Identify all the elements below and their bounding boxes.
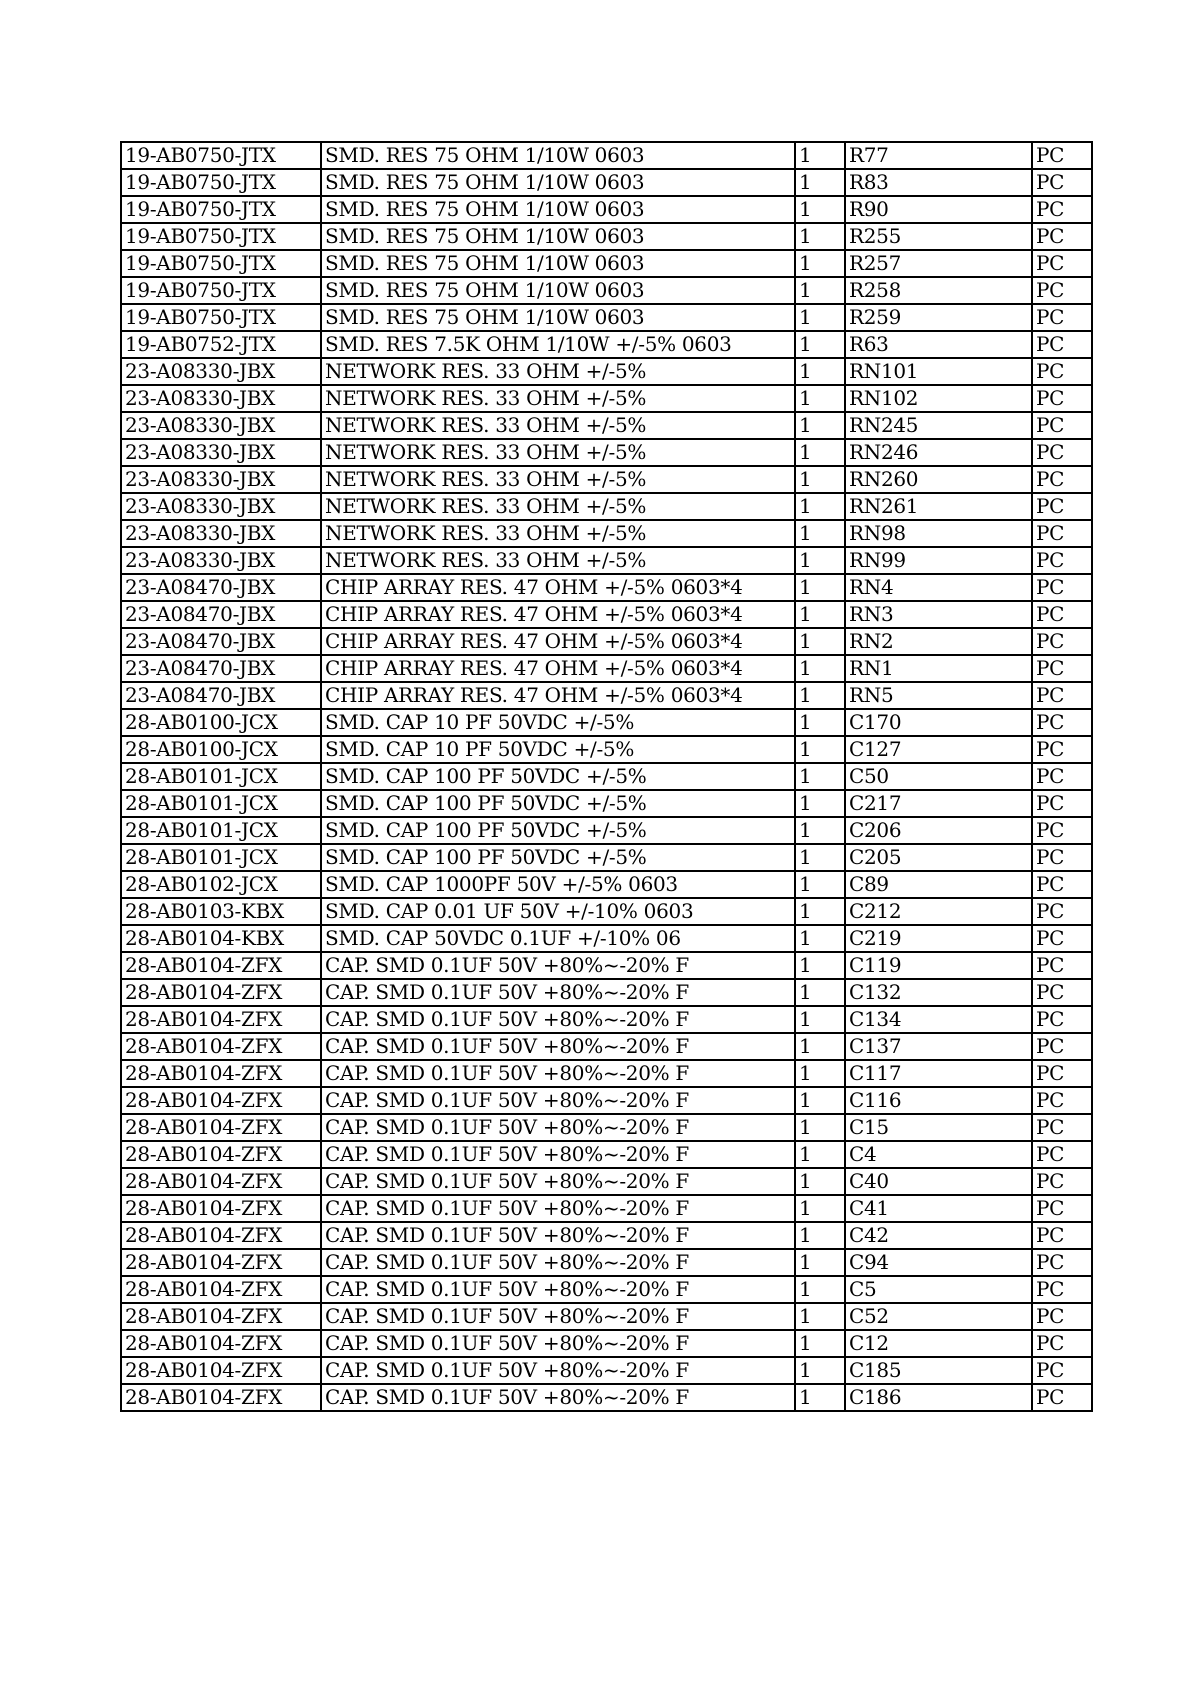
unit-cell: PC — [1032, 250, 1092, 277]
part-number-cell: 23-A08330-JBX — [121, 466, 321, 493]
quantity-cell: 1 — [795, 655, 845, 682]
table-row — [121, 871, 1092, 898]
quantity-cell: 1 — [795, 277, 845, 304]
reference-cell: C206 — [845, 817, 1032, 844]
table-row — [121, 1384, 1092, 1411]
part-number-cell: 28-AB0104-ZFX — [121, 1033, 321, 1060]
quantity-cell: 1 — [795, 844, 845, 871]
table-row — [121, 412, 1092, 439]
reference-cell: C170 — [845, 709, 1032, 736]
description-cell: NETWORK RES. 33 OHM +/-5% — [321, 385, 795, 412]
part-number-cell: 28-AB0103-KBX — [121, 898, 321, 925]
reference-cell: RN101 — [845, 358, 1032, 385]
unit-cell: PC — [1032, 655, 1092, 682]
table-row — [121, 844, 1092, 871]
unit-cell: PC — [1032, 358, 1092, 385]
unit-cell: PC — [1032, 1141, 1092, 1168]
unit-cell: PC — [1032, 196, 1092, 223]
quantity-cell: 1 — [795, 547, 845, 574]
description-cell: CAP. SMD 0.1UF 50V +80%~-20% F — [321, 1006, 795, 1033]
part-number-cell: 28-AB0101-JCX — [121, 790, 321, 817]
part-number-cell: 19-AB0752-JTX — [121, 331, 321, 358]
quantity-cell: 1 — [795, 358, 845, 385]
quantity-cell: 1 — [795, 412, 845, 439]
part-number-cell: 28-AB0104-ZFX — [121, 1195, 321, 1222]
part-number-cell: 23-A08470-JBX — [121, 628, 321, 655]
quantity-cell: 1 — [795, 223, 845, 250]
reference-cell: C116 — [845, 1087, 1032, 1114]
reference-cell: RN4 — [845, 574, 1032, 601]
table-row — [121, 709, 1092, 736]
unit-cell: PC — [1032, 628, 1092, 655]
reference-cell: C134 — [845, 1006, 1032, 1033]
reference-cell: RN245 — [845, 412, 1032, 439]
quantity-cell: 1 — [795, 898, 845, 925]
table-row — [121, 385, 1092, 412]
reference-cell: R259 — [845, 304, 1032, 331]
description-cell: SMD. RES 75 OHM 1/10W 0603 — [321, 304, 795, 331]
table-row — [121, 952, 1092, 979]
unit-cell: PC — [1032, 169, 1092, 196]
quantity-cell: 1 — [795, 925, 845, 952]
part-number-cell: 23-A08330-JBX — [121, 439, 321, 466]
table-row — [121, 817, 1092, 844]
quantity-cell: 1 — [795, 1195, 845, 1222]
unit-cell: PC — [1032, 439, 1092, 466]
reference-cell: C205 — [845, 844, 1032, 871]
reference-cell: R83 — [845, 169, 1032, 196]
part-number-cell: 23-A08470-JBX — [121, 601, 321, 628]
part-number-cell: 28-AB0100-JCX — [121, 709, 321, 736]
table-row — [121, 493, 1092, 520]
description-cell: SMD. CAP 10 PF 50VDC +/-5% — [321, 736, 795, 763]
unit-cell: PC — [1032, 817, 1092, 844]
unit-cell: PC — [1032, 1384, 1092, 1411]
description-cell: CAP. SMD 0.1UF 50V +80%~-20% F — [321, 1330, 795, 1357]
quantity-cell: 1 — [795, 601, 845, 628]
reference-cell: C117 — [845, 1060, 1032, 1087]
reference-cell: RN98 — [845, 520, 1032, 547]
reference-cell: C119 — [845, 952, 1032, 979]
part-number-cell: 28-AB0104-ZFX — [121, 1060, 321, 1087]
table-row — [121, 925, 1092, 952]
description-cell: CAP. SMD 0.1UF 50V +80%~-20% F — [321, 1141, 795, 1168]
table-row — [121, 1006, 1092, 1033]
part-number-cell: 28-AB0104-ZFX — [121, 1168, 321, 1195]
quantity-cell: 1 — [795, 628, 845, 655]
table-row — [121, 1249, 1092, 1276]
reference-cell: C42 — [845, 1222, 1032, 1249]
description-cell: NETWORK RES. 33 OHM +/-5% — [321, 520, 795, 547]
description-cell: NETWORK RES. 33 OHM +/-5% — [321, 439, 795, 466]
quantity-cell: 1 — [795, 196, 845, 223]
unit-cell: PC — [1032, 1006, 1092, 1033]
unit-cell: PC — [1032, 1060, 1092, 1087]
quantity-cell: 1 — [795, 574, 845, 601]
part-number-cell: 28-AB0104-ZFX — [121, 952, 321, 979]
part-number-cell: 28-AB0104-ZFX — [121, 1222, 321, 1249]
table-row — [121, 142, 1092, 169]
description-cell: CAP. SMD 0.1UF 50V +80%~-20% F — [321, 1060, 795, 1087]
quantity-cell: 1 — [795, 682, 845, 709]
table-row — [121, 763, 1092, 790]
description-cell: CAP. SMD 0.1UF 50V +80%~-20% F — [321, 1195, 795, 1222]
reference-cell: RN3 — [845, 601, 1032, 628]
part-number-cell: 28-AB0104-ZFX — [121, 1357, 321, 1384]
description-cell: CHIP ARRAY RES. 47 OHM +/-5% 0603*4 — [321, 655, 795, 682]
description-cell: SMD. CAP 0.01 UF 50V +/-10% 0603 — [321, 898, 795, 925]
unit-cell: PC — [1032, 142, 1092, 169]
unit-cell: PC — [1032, 844, 1092, 871]
quantity-cell: 1 — [795, 520, 845, 547]
table-row — [121, 601, 1092, 628]
table-row — [121, 169, 1092, 196]
table-row — [121, 1060, 1092, 1087]
part-number-cell: 19-AB0750-JTX — [121, 250, 321, 277]
reference-cell: R257 — [845, 250, 1032, 277]
quantity-cell: 1 — [795, 1276, 845, 1303]
part-number-cell: 23-A08330-JBX — [121, 493, 321, 520]
table-row — [121, 1033, 1092, 1060]
unit-cell: PC — [1032, 979, 1092, 1006]
unit-cell: PC — [1032, 1222, 1092, 1249]
unit-cell: PC — [1032, 709, 1092, 736]
part-number-cell: 28-AB0101-JCX — [121, 763, 321, 790]
description-cell: CAP. SMD 0.1UF 50V +80%~-20% F — [321, 1357, 795, 1384]
part-number-cell: 28-AB0104-ZFX — [121, 1303, 321, 1330]
description-cell: SMD. RES 75 OHM 1/10W 0603 — [321, 169, 795, 196]
quantity-cell: 1 — [795, 304, 845, 331]
part-number-cell: 23-A08470-JBX — [121, 682, 321, 709]
description-cell: SMD. CAP 1000PF 50V +/-5% 0603 — [321, 871, 795, 898]
table-row — [121, 250, 1092, 277]
table-row — [121, 898, 1092, 925]
description-cell: CAP. SMD 0.1UF 50V +80%~-20% F — [321, 1276, 795, 1303]
reference-cell: R77 — [845, 142, 1032, 169]
quantity-cell: 1 — [795, 1141, 845, 1168]
part-number-cell: 28-AB0104-ZFX — [121, 1384, 321, 1411]
description-cell: SMD. CAP 100 PF 50VDC +/-5% — [321, 817, 795, 844]
part-number-cell: 28-AB0104-ZFX — [121, 1330, 321, 1357]
part-number-cell: 28-AB0104-ZFX — [121, 1276, 321, 1303]
unit-cell: PC — [1032, 1168, 1092, 1195]
table-row — [121, 1195, 1092, 1222]
quantity-cell: 1 — [795, 1060, 845, 1087]
description-cell: CAP. SMD 0.1UF 50V +80%~-20% F — [321, 1114, 795, 1141]
reference-cell: RN260 — [845, 466, 1032, 493]
table-row — [121, 979, 1092, 1006]
quantity-cell: 1 — [795, 817, 845, 844]
description-cell: NETWORK RES. 33 OHM +/-5% — [321, 466, 795, 493]
part-number-cell: 28-AB0100-JCX — [121, 736, 321, 763]
table-row — [121, 1276, 1092, 1303]
table-row — [121, 1222, 1092, 1249]
description-cell: CAP. SMD 0.1UF 50V +80%~-20% F — [321, 1249, 795, 1276]
quantity-cell: 1 — [795, 1222, 845, 1249]
table-row — [121, 1141, 1092, 1168]
reference-cell: RN1 — [845, 655, 1032, 682]
table-row — [121, 358, 1092, 385]
reference-cell: C137 — [845, 1033, 1032, 1060]
reference-cell: R90 — [845, 196, 1032, 223]
reference-cell: RN261 — [845, 493, 1032, 520]
unit-cell: PC — [1032, 223, 1092, 250]
reference-cell: C50 — [845, 763, 1032, 790]
quantity-cell: 1 — [795, 1087, 845, 1114]
table-row — [121, 304, 1092, 331]
table-row — [121, 1330, 1092, 1357]
description-cell: CHIP ARRAY RES. 47 OHM +/-5% 0603*4 — [321, 682, 795, 709]
part-number-cell: 19-AB0750-JTX — [121, 277, 321, 304]
unit-cell: PC — [1032, 331, 1092, 358]
description-cell: SMD. RES 75 OHM 1/10W 0603 — [321, 142, 795, 169]
quantity-cell: 1 — [795, 871, 845, 898]
quantity-cell: 1 — [795, 466, 845, 493]
unit-cell: PC — [1032, 304, 1092, 331]
reference-cell: C12 — [845, 1330, 1032, 1357]
bom-table — [120, 141, 1093, 1412]
unit-cell: PC — [1032, 277, 1092, 304]
unit-cell: PC — [1032, 1249, 1092, 1276]
unit-cell: PC — [1032, 574, 1092, 601]
quantity-cell: 1 — [795, 385, 845, 412]
part-number-cell: 28-AB0104-ZFX — [121, 1141, 321, 1168]
description-cell: NETWORK RES. 33 OHM +/-5% — [321, 358, 795, 385]
bom-table-body — [121, 142, 1092, 1411]
reference-cell: RN102 — [845, 385, 1032, 412]
description-cell: SMD. RES 75 OHM 1/10W 0603 — [321, 250, 795, 277]
reference-cell: C132 — [845, 979, 1032, 1006]
unit-cell: PC — [1032, 682, 1092, 709]
reference-cell: C185 — [845, 1357, 1032, 1384]
quantity-cell: 1 — [795, 979, 845, 1006]
description-cell: CAP. SMD 0.1UF 50V +80%~-20% F — [321, 1168, 795, 1195]
description-cell: CAP. SMD 0.1UF 50V +80%~-20% F — [321, 952, 795, 979]
table-row — [121, 520, 1092, 547]
table-row — [121, 547, 1092, 574]
unit-cell: PC — [1032, 520, 1092, 547]
unit-cell: PC — [1032, 385, 1092, 412]
description-cell: NETWORK RES. 33 OHM +/-5% — [321, 547, 795, 574]
unit-cell: PC — [1032, 412, 1092, 439]
description-cell: CAP. SMD 0.1UF 50V +80%~-20% F — [321, 1303, 795, 1330]
unit-cell: PC — [1032, 736, 1092, 763]
description-cell: CHIP ARRAY RES. 47 OHM +/-5% 0603*4 — [321, 601, 795, 628]
part-number-cell: 28-AB0104-ZFX — [121, 1006, 321, 1033]
reference-cell: RN5 — [845, 682, 1032, 709]
reference-cell: RN2 — [845, 628, 1032, 655]
quantity-cell: 1 — [795, 736, 845, 763]
reference-cell: C52 — [845, 1303, 1032, 1330]
table-row — [121, 628, 1092, 655]
part-number-cell: 19-AB0750-JTX — [121, 169, 321, 196]
table-row — [121, 655, 1092, 682]
unit-cell: PC — [1032, 1033, 1092, 1060]
quantity-cell: 1 — [795, 1330, 845, 1357]
part-number-cell: 28-AB0104-KBX — [121, 925, 321, 952]
table-row — [121, 1168, 1092, 1195]
quantity-cell: 1 — [795, 1384, 845, 1411]
reference-cell: C15 — [845, 1114, 1032, 1141]
unit-cell: PC — [1032, 1114, 1092, 1141]
unit-cell: PC — [1032, 925, 1092, 952]
description-cell: CHIP ARRAY RES. 47 OHM +/-5% 0603*4 — [321, 574, 795, 601]
reference-cell: RN99 — [845, 547, 1032, 574]
reference-cell: C212 — [845, 898, 1032, 925]
reference-cell: RN246 — [845, 439, 1032, 466]
description-cell: SMD. CAP 50VDC 0.1UF +/-10% 06 — [321, 925, 795, 952]
part-number-cell: 28-AB0104-ZFX — [121, 1087, 321, 1114]
part-number-cell: 23-A08330-JBX — [121, 520, 321, 547]
description-cell: SMD. CAP 100 PF 50VDC +/-5% — [321, 844, 795, 871]
table-row — [121, 466, 1092, 493]
description-cell: CAP. SMD 0.1UF 50V +80%~-20% F — [321, 979, 795, 1006]
quantity-cell: 1 — [795, 169, 845, 196]
quantity-cell: 1 — [795, 439, 845, 466]
part-number-cell: 28-AB0104-ZFX — [121, 979, 321, 1006]
table-row — [121, 223, 1092, 250]
part-number-cell: 19-AB0750-JTX — [121, 142, 321, 169]
quantity-cell: 1 — [795, 1114, 845, 1141]
unit-cell: PC — [1032, 790, 1092, 817]
part-number-cell: 19-AB0750-JTX — [121, 196, 321, 223]
reference-cell: C40 — [845, 1168, 1032, 1195]
unit-cell: PC — [1032, 871, 1092, 898]
unit-cell: PC — [1032, 1087, 1092, 1114]
table-row — [121, 277, 1092, 304]
table-row — [121, 1303, 1092, 1330]
description-cell: SMD. RES 75 OHM 1/10W 0603 — [321, 196, 795, 223]
description-cell: NETWORK RES. 33 OHM +/-5% — [321, 412, 795, 439]
description-cell: SMD. CAP 10 PF 50VDC +/-5% — [321, 709, 795, 736]
part-number-cell: 19-AB0750-JTX — [121, 223, 321, 250]
reference-cell: C41 — [845, 1195, 1032, 1222]
reference-cell: R255 — [845, 223, 1032, 250]
table-row — [121, 1357, 1092, 1384]
description-cell: SMD. CAP 100 PF 50VDC +/-5% — [321, 763, 795, 790]
quantity-cell: 1 — [795, 763, 845, 790]
reference-cell: R63 — [845, 331, 1032, 358]
quantity-cell: 1 — [795, 1357, 845, 1384]
table-row — [121, 790, 1092, 817]
quantity-cell: 1 — [795, 1303, 845, 1330]
quantity-cell: 1 — [795, 250, 845, 277]
table-row — [121, 736, 1092, 763]
quantity-cell: 1 — [795, 493, 845, 520]
part-number-cell: 28-AB0104-ZFX — [121, 1249, 321, 1276]
part-number-cell: 23-A08330-JBX — [121, 412, 321, 439]
part-number-cell: 28-AB0101-JCX — [121, 844, 321, 871]
part-number-cell: 23-A08470-JBX — [121, 574, 321, 601]
table-row — [121, 574, 1092, 601]
unit-cell: PC — [1032, 1276, 1092, 1303]
description-cell: SMD. CAP 100 PF 50VDC +/-5% — [321, 790, 795, 817]
quantity-cell: 1 — [795, 331, 845, 358]
reference-cell: C4 — [845, 1141, 1032, 1168]
description-cell: CHIP ARRAY RES. 47 OHM +/-5% 0603*4 — [321, 628, 795, 655]
part-number-cell: 28-AB0102-JCX — [121, 871, 321, 898]
part-number-cell: 23-A08470-JBX — [121, 655, 321, 682]
description-cell: SMD. RES 7.5K OHM 1/10W +/-5% 0603 — [321, 331, 795, 358]
unit-cell: PC — [1032, 1303, 1092, 1330]
quantity-cell: 1 — [795, 790, 845, 817]
description-cell: SMD. RES 75 OHM 1/10W 0603 — [321, 223, 795, 250]
description-cell: CAP. SMD 0.1UF 50V +80%~-20% F — [321, 1033, 795, 1060]
table-row — [121, 439, 1092, 466]
quantity-cell: 1 — [795, 1168, 845, 1195]
unit-cell: PC — [1032, 763, 1092, 790]
reference-cell: R258 — [845, 277, 1032, 304]
description-cell: NETWORK RES. 33 OHM +/-5% — [321, 493, 795, 520]
part-number-cell: 28-AB0101-JCX — [121, 817, 321, 844]
unit-cell: PC — [1032, 547, 1092, 574]
table-row — [121, 1114, 1092, 1141]
unit-cell: PC — [1032, 493, 1092, 520]
unit-cell: PC — [1032, 952, 1092, 979]
table-row — [121, 331, 1092, 358]
quantity-cell: 1 — [795, 1033, 845, 1060]
unit-cell: PC — [1032, 1357, 1092, 1384]
table-row — [121, 1087, 1092, 1114]
unit-cell: PC — [1032, 601, 1092, 628]
quantity-cell: 1 — [795, 709, 845, 736]
reference-cell: C219 — [845, 925, 1032, 952]
part-number-cell: 23-A08330-JBX — [121, 358, 321, 385]
quantity-cell: 1 — [795, 142, 845, 169]
description-cell: CAP. SMD 0.1UF 50V +80%~-20% F — [321, 1384, 795, 1411]
reference-cell: C89 — [845, 871, 1032, 898]
description-cell: SMD. RES 75 OHM 1/10W 0603 — [321, 277, 795, 304]
quantity-cell: 1 — [795, 1006, 845, 1033]
unit-cell: PC — [1032, 1330, 1092, 1357]
quantity-cell: 1 — [795, 952, 845, 979]
part-number-cell: 19-AB0750-JTX — [121, 304, 321, 331]
part-number-cell: 23-A08330-JBX — [121, 547, 321, 574]
reference-cell: C217 — [845, 790, 1032, 817]
description-cell: CAP. SMD 0.1UF 50V +80%~-20% F — [321, 1222, 795, 1249]
reference-cell: C94 — [845, 1249, 1032, 1276]
reference-cell: C5 — [845, 1276, 1032, 1303]
unit-cell: PC — [1032, 898, 1092, 925]
table-row — [121, 196, 1092, 223]
reference-cell: C127 — [845, 736, 1032, 763]
quantity-cell: 1 — [795, 1249, 845, 1276]
table-row — [121, 682, 1092, 709]
part-number-cell: 23-A08330-JBX — [121, 385, 321, 412]
description-cell: CAP. SMD 0.1UF 50V +80%~-20% F — [321, 1087, 795, 1114]
unit-cell: PC — [1032, 1195, 1092, 1222]
part-number-cell: 28-AB0104-ZFX — [121, 1114, 321, 1141]
reference-cell: C186 — [845, 1384, 1032, 1411]
unit-cell: PC — [1032, 466, 1092, 493]
